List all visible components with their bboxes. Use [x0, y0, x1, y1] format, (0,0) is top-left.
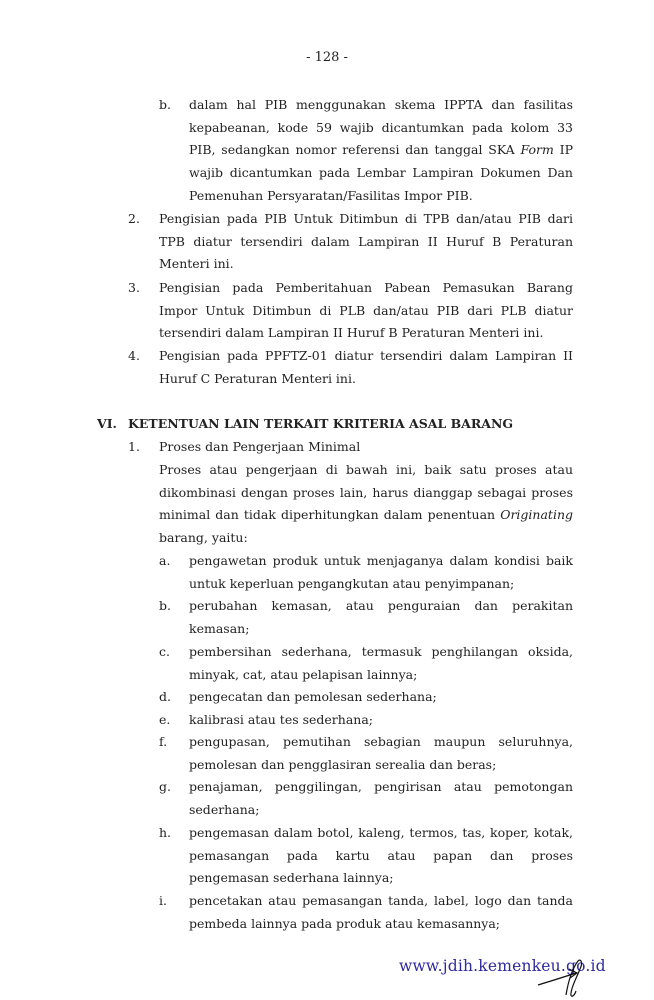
section-title: KETENTUAN LAIN TERKAIT KRITERIA ASAL BARANG	[128, 416, 514, 431]
item-text: Pengisian pada Pemberitahuan Pabean Pemasukan Barang Impor Untuk Ditimbun di PLB dan/atau PIB dari PLB diatur tersendiri dalam Lampiran II Huruf B Peraturan Menteri ini.	[159, 280, 573, 341]
list-item-3	[128, 277, 573, 345]
list-item-2	[128, 208, 573, 276]
item-text: penajaman, penggilingan, pengirisan atau pemotongan sederhana;	[189, 779, 573, 817]
list-item-e	[159, 709, 573, 732]
item-label: 4.	[128, 348, 140, 363]
intro-paragraph: Proses atau pengerjaan di bawah ini, baik satu proses atau dikombinasi dengan proses lain, harus dianggap sebagai proses minimal dan tidak diperhitungkan dalam penentuan Originating barang, yaitu:	[159, 462, 573, 546]
item-text: Pengisian pada PIB Untuk Ditimbun di TPB dan/atau PIB dari TPB diatur tersendiri dalam Lampiran II Huruf B Peraturan Menteri ini.	[159, 211, 573, 272]
item-label: e.	[159, 712, 171, 727]
signature-mark-icon	[536, 955, 606, 1000]
list-item-c	[159, 641, 573, 686]
list-item-i	[159, 890, 573, 935]
item-text: perubahan kemasan, atau penguraian dan perakitan kemasan;	[189, 598, 573, 636]
subsection-label: 1.	[128, 439, 140, 454]
section-heading-vi	[97, 413, 573, 436]
list-item-h	[159, 822, 573, 890]
list-item-b2	[159, 595, 573, 640]
list-item-4	[128, 345, 573, 390]
item-label: b.	[159, 598, 171, 613]
item-label: 3.	[128, 280, 140, 295]
item-label: c.	[159, 644, 170, 659]
list-item-g	[159, 776, 573, 821]
item-text: pengawetan produk untuk menjaganya dalam kondisi baik untuk keperluan pengangkutan atau penyimpanan;	[189, 553, 573, 591]
item-text: pencetakan atau pemasangan tanda, label, logo dan tanda pembeda lainnya pada produk atau kemasannya;	[189, 893, 573, 931]
list-item-a	[159, 550, 573, 595]
item-text: pengecatan dan pemolesan sederhana;	[189, 689, 437, 704]
footer-url-link[interactable]: www.jdih.kemenkeu.go.id	[399, 957, 606, 975]
item-text: kalibrasi atau tes sederhana;	[189, 712, 374, 727]
item-label: f.	[159, 734, 168, 749]
item-text: pengemasan dalam botol, kaleng, termos, tas, koper, kotak, pemasangan pada kartu atau papan dan proses pengemasan sederhana lainnya;	[189, 825, 573, 886]
item-label: a.	[159, 553, 171, 568]
item-text: dalam hal PIB menggunakan skema IPPTA dan fasilitas kepabeanan, kode 59 wajib dicantumkan pada kolom 33 PIB, sedangkan nomor referensi dan tanggal SKA Form IP wajib dicantumkan pada Lembar Lampiran Dokumen Dan Pemenuhan Persyaratan/Fasilitas Impor PIB.	[189, 97, 573, 203]
page-number: - 128 -	[306, 50, 348, 65]
subsection-title: Proses dan Pengerjaan Minimal	[159, 439, 361, 454]
item-text: pengupasan, pemutihan sebagian maupun seluruhnya, pemolesan dan pengglasiran serealia dan beras;	[189, 734, 573, 772]
item-label: h.	[159, 825, 172, 840]
item-text: Pengisian pada PPFTZ-01 diatur tersendiri dalam Lampiran II Huruf C Peraturan Menteri ini.	[159, 348, 573, 386]
list-item-b	[159, 94, 573, 208]
item-label: b.	[159, 97, 171, 112]
item-label: g.	[159, 779, 171, 794]
item-label: d.	[159, 689, 171, 704]
subsection-heading-1	[128, 436, 573, 459]
list-item-d	[159, 686, 573, 709]
section-label: VI.	[97, 416, 117, 431]
item-text: pembersihan sederhana, termasuk penghilangan oksida, minyak, cat, atau pelapisan lainnya;	[189, 644, 573, 682]
item-label: i.	[159, 893, 167, 908]
item-label: 2.	[128, 211, 140, 226]
list-item-f	[159, 731, 573, 776]
